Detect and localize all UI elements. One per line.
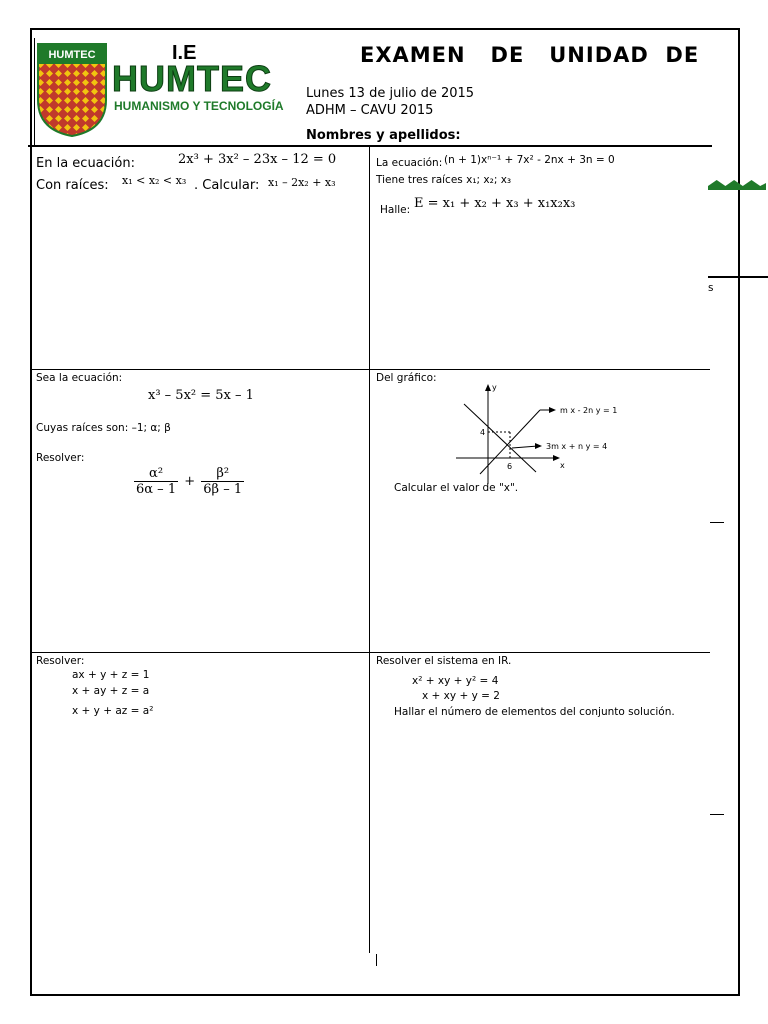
p3-roots: Cuyas raíces son: –1; α; β: [36, 422, 171, 434]
p2-halle-expr: E = x₁ + x₂ + x₃ + x₁x₂x₃: [414, 196, 576, 211]
p2-equation: (n + 1)xⁿ⁻¹ + 7x² - 2nx + 3n = 0: [444, 154, 615, 166]
problem-2: [376, 150, 708, 365]
exam-title: EXAMEN DE UNIDAD DE: [360, 43, 700, 67]
p2-line2: Tiene tres raíces x₁; x₂; x₃: [376, 174, 512, 186]
frame-left: [30, 28, 32, 996]
p5-eq1: ax + y + z = 1: [72, 669, 150, 681]
grid-bottom-tick: [376, 954, 377, 966]
p3-frac2-num: β²: [201, 466, 244, 482]
p3-expression: [132, 466, 246, 497]
p3-fraction-2: [201, 466, 244, 497]
header-left-border: [34, 38, 35, 146]
svg-text:HUMTEC: HUMTEC: [48, 49, 96, 61]
p5-intro: Resolver:: [36, 655, 85, 667]
p3-equation: x³ – 5x² = 5x – 1: [148, 388, 254, 403]
side-dash-1: [710, 522, 724, 523]
p3-frac1-num: α²: [134, 466, 178, 482]
side-green-fragment: [708, 180, 766, 190]
school-tagline: HUMANISMO Y TECNOLOGÍA: [114, 99, 284, 113]
frame-bottom: [30, 994, 740, 996]
p1-equation: 2x³ + 3x² – 23x – 12 = 0: [178, 152, 337, 167]
side-rule-2: [738, 242, 740, 278]
p4-tick-x: 6: [507, 462, 513, 471]
school-prefix: I.E: [172, 42, 197, 64]
p1-label: En la ecuación:: [36, 156, 135, 171]
exam-date: Lunes 13 de julio de 2015: [306, 86, 475, 101]
p5-eq2: x + ay + z = a: [72, 685, 150, 697]
grid-horizontal-2: [30, 652, 710, 653]
p4-tick-y: 4: [480, 428, 486, 437]
problem-1: [36, 150, 366, 365]
p6-question: Hallar el número de elementos del conjunto solución.: [394, 706, 675, 718]
header-bottom-border: [28, 145, 712, 147]
school-logo: [36, 42, 108, 138]
names-label-clip: [306, 124, 506, 144]
p4-line-2: [464, 404, 536, 472]
p2-label: La ecuación:: [376, 157, 443, 169]
p1-calc-expr: x₁ – 2x₂ + x₃: [268, 176, 336, 189]
p4-arrow-head-1: [549, 407, 556, 413]
problem-4: [376, 372, 708, 648]
grid-horizontal-1: [30, 369, 710, 370]
side-fragment-text: s: [708, 282, 714, 294]
names-label: Nombres y apellidos:: [306, 128, 461, 143]
problem-3: [36, 372, 366, 648]
p3-fraction-1: [134, 466, 178, 497]
p3-intro: Sea la ecuación:: [36, 372, 123, 384]
p1-roots-label: Con raíces:: [36, 178, 109, 193]
p4-axis-x-label: x: [560, 461, 565, 470]
p4-line-1-label: m x - 2n y = 1: [560, 406, 618, 415]
exam-course: ADHM – CAVU 2015: [306, 103, 434, 118]
p6-intro: Resolver el sistema en IR.: [376, 655, 512, 667]
p4-line-2-label: 3m x + n y = 4: [546, 442, 608, 451]
frame-right: [738, 28, 740, 996]
p3-resolver: Resolver:: [36, 452, 85, 464]
shield-icon: [36, 42, 108, 138]
p1-roots-order: x₁ < x₂ < x₃: [122, 174, 187, 187]
side-dash-2: [710, 814, 724, 815]
p3-frac2-den: 6β – 1: [203, 482, 243, 497]
p4-arrow-2: [512, 446, 538, 448]
p4-x-arrow: [553, 455, 560, 461]
p5-eq3: x + y + az = a²: [72, 705, 154, 717]
p4-graph: [456, 382, 716, 492]
p4-axis-y-label: y: [492, 383, 497, 392]
p4-arrow-head-2: [535, 443, 542, 449]
school-name: HUMTEC: [112, 58, 272, 99]
problem-6: [376, 655, 708, 950]
grid-vertical: [369, 147, 370, 953]
p6-eq2: x + xy + y = 2: [422, 690, 500, 702]
problem-5: [36, 655, 366, 950]
frame-top: [30, 28, 740, 30]
p1-calc-label: . Calcular:: [194, 178, 260, 193]
p4-y-arrow: [485, 384, 491, 391]
p3-frac1-den: 6α – 1: [136, 482, 177, 497]
p4-question: Calcular el valor de "x".: [394, 482, 519, 494]
p2-halle-label: Halle:: [380, 204, 411, 216]
p4-intro: Del gráfico:: [376, 372, 437, 384]
p6-eq1: x² + xy + y² = 4: [412, 675, 499, 687]
p3-plus: +: [184, 474, 196, 489]
